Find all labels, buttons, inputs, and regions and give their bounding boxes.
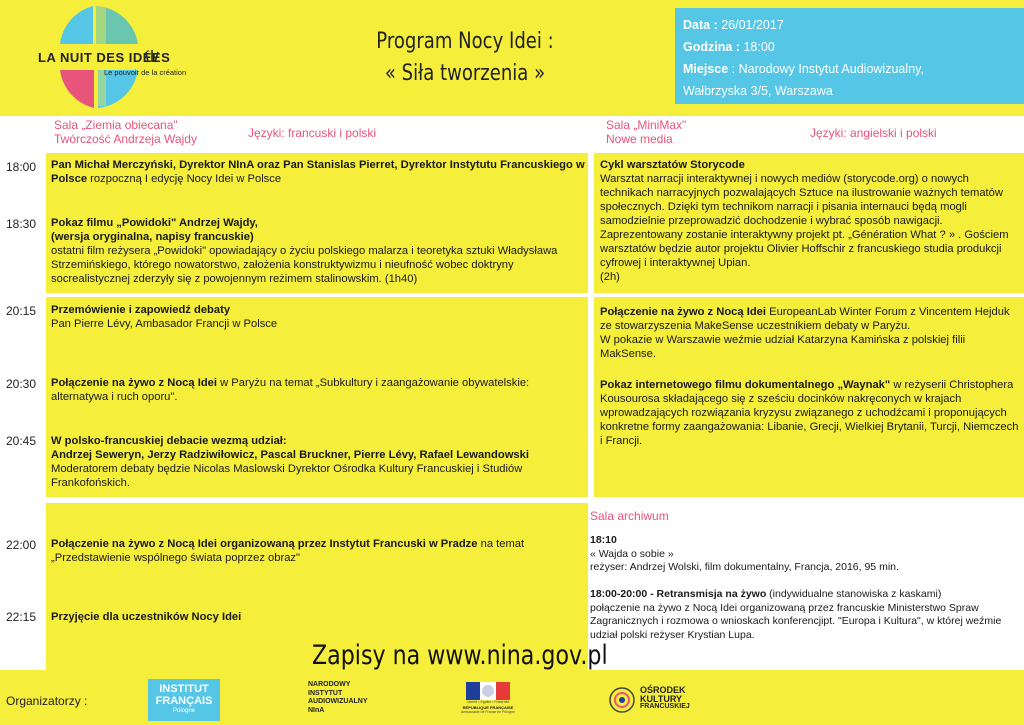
if-line-1: INSTITUT (159, 683, 209, 695)
event-speech-text: Pan Pierre Lévy, Ambasador Francji w Polsce (51, 318, 278, 330)
archive-events (590, 534, 1010, 642)
marianne-flag-icon (466, 682, 510, 700)
if-line-2: FRANÇAIS (155, 695, 213, 707)
event-storycode (600, 158, 1020, 284)
event-paris-live (51, 376, 585, 404)
event-opening-bold: Pan Michał Merczyński, Dyrektor NInA oraz Pan Stanislas Pierret, Dyrektor Instytutu Francuskiego w Polsce (51, 159, 585, 185)
event-debate-text: Moderatorem debaty będzie Nicolas Maslowski Dyrektor Ośrodka Kultury Francuskiej i Studiów Frankofońskich. (51, 463, 523, 489)
time-slot: 18:00 (6, 160, 37, 174)
event-reception (51, 610, 585, 624)
event-waynak (600, 378, 1020, 448)
place-row (683, 58, 1016, 80)
archive-room-header: Sala archiwum (590, 509, 669, 523)
rf-line-3: Ambassade de France en Pologne (461, 710, 515, 714)
archive-event-1-time: 18:10 (590, 534, 617, 546)
rf-line-1: Liberté • Égalité • Fraternité (466, 700, 510, 704)
event-storycode-bold: Cykl warsztatów Storycode (600, 159, 745, 171)
time-row (683, 36, 1016, 58)
event-powidoki (51, 216, 585, 286)
page-title (354, 26, 575, 90)
date-label: Data : (683, 18, 718, 32)
event-opening (51, 158, 585, 186)
time-slot: 18:30 (6, 217, 37, 231)
time-slot: 20:45 (6, 434, 37, 448)
event-prague-live-text: na temat „Przedstawienie wspólnego świata poprzez obraz" (51, 538, 525, 564)
time-slot: 22:15 (6, 610, 37, 624)
event-prague-live-bold: Połączenie na żywo z Nocą Idei organizowaną przez Instytut Francuski w Pradze (51, 538, 478, 550)
right-room-subtitle: Nowe media (606, 132, 673, 146)
rf-line-2: RÉPUBLIQUE FRANÇAISE (462, 705, 514, 710)
event-europeanlab-text-2: W pokazie w Warszawie weźmie udział Katarzyna Kamińska z polskiej filii MakSense. (600, 334, 966, 360)
right-room-languages: Języki: angielski i polski (810, 126, 937, 140)
logo-title: LA NUIT DES IDÉES (38, 50, 171, 65)
event-speech-bold: Przemówienie i zapowiedź debaty (51, 304, 231, 316)
event-storycode-text: Warsztat narracji interaktywnej i nowych mediów (storycode.org) o nowych technikach narracyjnych pozwalających Sztuce na ilustrowanie ważnych tematów społecznych. Dzięki tym technikom narracji i pisania internauci będą mogli samodzielnie przeprowadzić dochodzenie i wybrać sposób nawigacji. Zaprezentowany zostanie interaktywny projekt pt. „Génération What ? » . Gościem warsztatów będzie autor projektu Olivier Hoffschir z francuskiego studia produkcji cyfrowej i interaktywnej Upian. (600, 173, 1009, 269)
okf-emblem-icon (608, 686, 636, 714)
nina-logo (308, 681, 368, 715)
place-address: Wałbrzyska 3/5, Warszawa (683, 84, 833, 98)
okf-line-2: KULTURY (640, 693, 682, 704)
event-powidoki-text: ostatni film reżysera „Powidoki" opowiadający o życiu polskiego malarza i teoretyka sztuki Władysława Strzemińskiego, którego nowatorstwo, założenia konstruktywizmu i nieufność wobec doktryny socrealistycznej zderzyły się z powojennym reżimem stalinowskim. (1h40) (51, 245, 558, 285)
place-label: Miejsce (683, 62, 729, 76)
left-room-subtitle: Twórczość Andrzeja Wajdy (54, 132, 197, 146)
date-value: 26/01/2017 (721, 18, 784, 32)
logo-subtitle: Le pouvoir de la création (104, 68, 187, 77)
event-powidoki-version: (wersja oryginalna, napisy francuskie) (51, 231, 254, 243)
time-value: 18:00 (743, 40, 775, 54)
nina-line-3: AUDIOWIZUALNY (308, 698, 368, 705)
right-room-header (606, 118, 686, 146)
archive-event-2-bold: 18:00-20:00 - Retransmisja na żywo (590, 588, 767, 600)
event-europeanlab-bold: Połączenie na żywo z Nocą Idei (600, 306, 766, 318)
event-opening-text: rozpoczną I edycję Nocy Idei w Polsce (87, 173, 282, 185)
right-room-name: Sala „MiniMax" (606, 118, 687, 132)
okf-text (640, 686, 690, 712)
event-powidoki-title: Pokaz filmu „Powidoki" Andrzej Wajdy, (51, 217, 258, 229)
event-europeanlab-text: EuropeanLab Winter Forum z Vincentem Hejduk ze stowarzyszenia MakeSense uczestnikiem debaty w Paryżu. (600, 306, 1010, 332)
event-info-box (675, 8, 1024, 104)
event-waynak-text: w reżyserii Christophera Kousourosa składającego się z sześciu docinków nakręconych w krajach wprowadzających rozwiązania kryzysu związanego z uchodźcami i proponujących konkretne formy zaangażowania: Libanie, Grecji, Wielkiej Brytanii, Turcji, Niemczech i Francji. (600, 379, 1019, 447)
event-speech (51, 303, 585, 331)
event-reception-bold: Przyjęcie dla uczestników Nocy Idei (51, 611, 242, 623)
institut-francais-logo (148, 679, 220, 721)
archive-event-2-text: (indywidualne stanowiska z kaskami) (766, 588, 942, 600)
signup-link[interactable]: Zapisy na www.nina.gov.pl (312, 640, 608, 671)
time-label: Godzina : (683, 40, 740, 54)
date-row (683, 14, 1016, 36)
event-paris-live-text: w Paryżu na temat „Subkultury i zaangażowanie obywatelskie: alternatywa i ruch oporu". (51, 377, 530, 403)
nina-line-1: NARODOWY (308, 681, 351, 688)
title-line-1: Program Nocy Idei : (376, 29, 554, 54)
nina-line-4: NInA (308, 706, 325, 714)
event-debate-bold-1: W polsko-francuskiej debacie wezmą udział: (51, 435, 287, 447)
event-europeanlab (600, 305, 1020, 361)
event-paris-live-bold: Połączenie na żywo z Nocą Idei (51, 377, 217, 389)
if-line-3: Pologne (172, 708, 196, 714)
archive-event-1-title: « Wajda o sobie » (590, 547, 674, 560)
title-line-2: « Siła tworzenia » (384, 61, 546, 86)
place-value: : Narodowy Instytut Audiowizualny, (731, 62, 924, 76)
nina-line-2: INSTYTUT (308, 689, 343, 697)
time-slot: 22:00 (6, 538, 37, 552)
okf-line-3: FRANCUSKIEJ (640, 703, 690, 710)
time-slot: 20:15 (6, 304, 37, 318)
left-room-name: Sala „Ziemia obiecana" (54, 118, 178, 132)
archive-event-2-text-2: połączenie na żywo z Nocą Idei organizowaną przez francuskie Ministerstwo Spraw Zagranicznych i rozmowa o wnioskach konferencjipt. "Europa i Kultura", w której weźmie udział polski reżyser Krystian Lupa. (590, 601, 1002, 641)
event-storycode-duration: (2h) (600, 271, 620, 283)
event-waynak-bold: Pokaz internetowego filmu dokumentalnego „Waynak" (600, 379, 891, 391)
left-room-header (54, 118, 197, 146)
event-debate (51, 434, 585, 490)
event-prague-live (51, 537, 585, 565)
republique-francaise-logo (458, 682, 518, 720)
archive-event-1-text: reżyser: Andrzej Wolski, film dokumentalny, Francja, 2016, 95 min. (590, 561, 899, 573)
okf-line-1: OŚRODEK (640, 685, 686, 695)
event-debate-bold-2: Andrzej Seweryn, Jerzy Radziwiłowicz, Pascal Bruckner, Pierre Lévy, Rafael Lewandowski (51, 449, 529, 461)
time-slot: 20:30 (6, 377, 37, 391)
left-room-languages: Języki: francuski i polski (248, 126, 377, 140)
organizers-label: Organizatorzy : (6, 694, 88, 708)
nuit-des-idees-logo (38, 4, 198, 108)
